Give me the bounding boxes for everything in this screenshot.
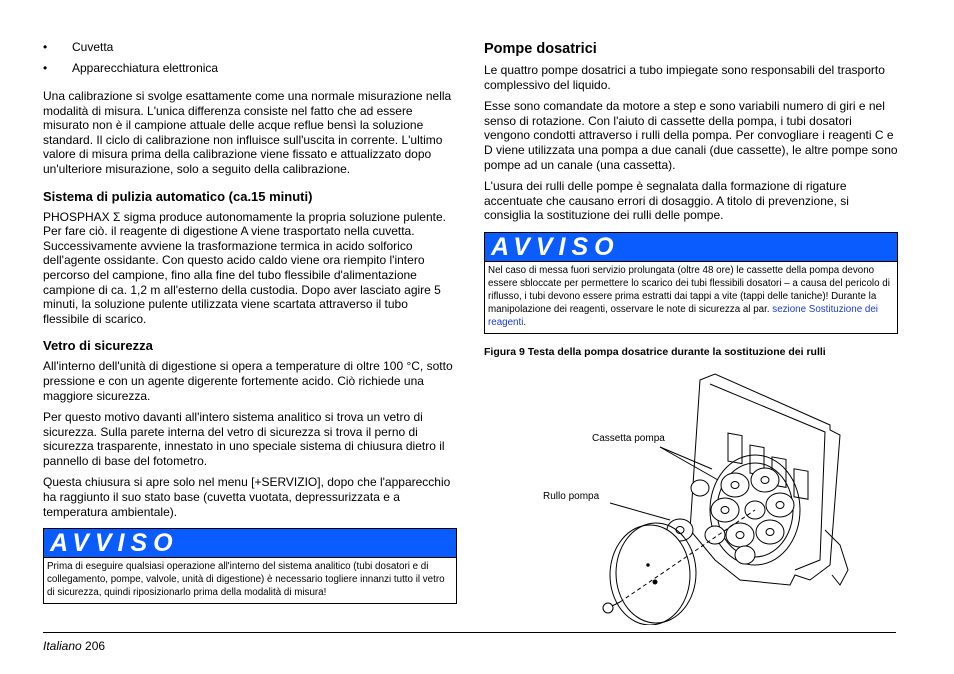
paragraph: Esse sono comandate da motore a step e sono variabili numero di giri e nel senso di rotazione. Con l'aiuto di cassette della pompa, i tubi dosatori vengono condotti attraverso i rulli della pompa. Per convogliare i reagenti C e D viene utilizzata una pompa a due canali (due cassette), le altre pompe sono pompe ad un canale (una cassetta). — [484, 99, 898, 172]
list-item: • Cuvetta — [43, 40, 114, 54]
warning-box — [43, 528, 457, 604]
paragraph: Per questo motivo davanti all'intero sistema analitico si trova un vetro di sicurezza. Sulla parete interna del vetro di sicurezza si trova il perno di sicurezza trasparente, innestato in uno speciale sistema di chiusura dietro il pannello di base del fotometro. — [43, 410, 445, 468]
page-footer — [43, 639, 105, 653]
footer-language: Italiano — [43, 639, 82, 653]
section-heading: Sistema di pulizia automatico (ca.15 minuti) — [43, 188, 313, 204]
section-heading: Vetro di sicurezza — [43, 338, 153, 354]
warning-title: AVVISO — [485, 233, 897, 262]
section-heading: Pompe dosatrici — [484, 41, 597, 57]
warning-title: AVVISO — [44, 529, 456, 558]
figure-label-pump-cassette: Cassetta pompa — [592, 433, 665, 444]
footer-divider — [43, 632, 896, 633]
list-item: • Apparecchiatura elettronica — [43, 61, 219, 75]
reagent-section-link[interactable]: sezione Sostituzione dei reagenti — [488, 303, 878, 328]
paragraph: Una calibrazione si svolge esattamente come una normale misurazione nella modalità di misura. L'unica differenza consiste nel fatto che ad essere misurato non è il campione attuale delle acque reflue bensì la soluzione standard. Il ciclo di calibrazione non influisce sull'uscita in corrente. L'ultimo valore di misura prima della calibrazione viene fissato e attualizzato dopo un'ulteriore misurazione, solo a seguito della calibrazione. — [43, 89, 452, 176]
warning-text: Nel caso di messa fuori servizio prolungata (oltre 48 ore) le cassette della pompa devono essere sbloccate per permettere lo scarico dei tubi flessibili dosatori – a causa del pericolo di riflusso, i tubi devono essere prima estratti dai tappi a vite (tappi delle taniche)! Durante la manipolazione dei reagenti, osservare le note di sicurezza al par. sezione Sostituzione dei reagenti. — [488, 264, 890, 328]
page-number: 206 — [85, 639, 106, 653]
warning-text: Prima di eseguire qualsiasi operazione all'interno del sistema analitico (tubi dosatori e di collegamento, pompe, valvole, unità di digestione) è necessario togliere innanzi tutto il vetro di sicurezza, quindi riposizionarlo prima della modalità di misura! — [47, 561, 445, 599]
figure-label-pump-roller: Rullo pompa — [543, 491, 600, 502]
paragraph: PHOSPHAX Σ sigma produce autonomamente la propria soluzione pulente. Per fare ciò. il reagente di digestione A viene trasportato nella cuvetta. Successivamente avviene la trasformazione termica in acido solforico dell'agente ossidante. Con questo acido caldo viene ora riempito l'intero percorso del campione, fino alla fine del tubo flessibile d'alimentazione campione di ca. 1,2 m all'esterno della custodia. Dopo aver lasciato agire 5 minuti, la soluzione pulente utilizzata viene scartata attraverso il tubo flessibile di scarico. — [43, 209, 446, 326]
left-column — [43, 36, 457, 604]
figure-caption: Figura 9 Testa della pompa dosatrice durante la sostituzione dei rulli — [484, 345, 826, 358]
paragraph: All'interno dell'unità di digestione si opera a temperature di oltre 100 °C, sotto pressione e con un agente digerente fortemente acido. Ciò richiede una maggiore sicurezza. — [43, 359, 453, 403]
pump-head-figure — [540, 370, 860, 625]
warning-box — [484, 232, 898, 334]
right-column — [484, 40, 898, 359]
paragraph: Questa chiusura si apre solo nel menu [+SERVIZIO], dopo che l'apparecchio ha raggiunto il suo stato base (cuvetta vuotata, depressurizzata e a temperatura ambientale). — [43, 475, 451, 519]
paragraph: L'usura dei rulli delle pompe è segnalata dalla formazione di rigature accentuate che causano errori di dosaggio. A titolo di prevenzione, si consiglia la sostituzione dei rulli delle pompe. — [484, 179, 849, 223]
paragraph: Le quattro pompe dosatrici a tubo impiegate sono responsabili del trasporto complessivo del liquido. — [484, 63, 885, 92]
